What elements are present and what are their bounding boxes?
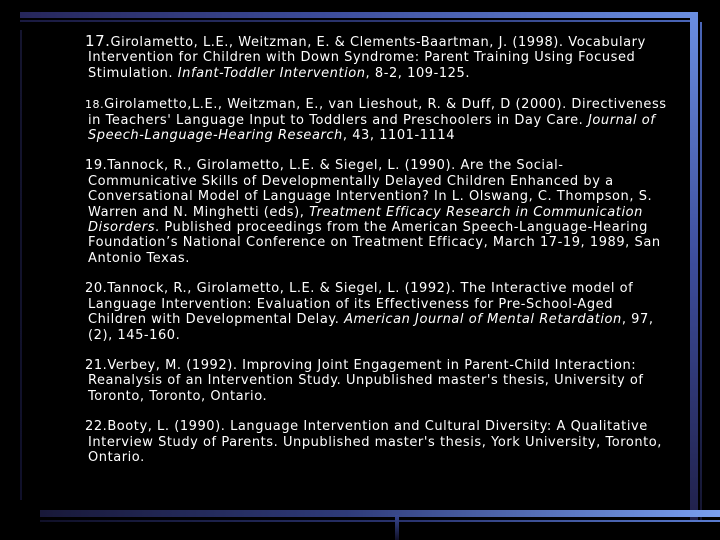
bottom-frame-stub: [395, 515, 399, 540]
reference-text: Girolametto, L.E., Weitzman, E. & Clements-Baartman, J. (1998). Vocabulary Intervention for Children with Down Syndrome: Parent Training Using Focused Stimulation.: [88, 35, 646, 81]
reference-number: 17.: [85, 32, 111, 50]
reference-source: Treatment Efficacy Research in Communication Disorders: [88, 204, 643, 236]
reference-text: Verbey, M. (1992). Improving Joint Engagement in Parent-Child Interaction: Reanalysis of an Intervention Study. Unpublished master's thesis, University of Toronto, Toronto, Ontario.: [88, 357, 644, 404]
reference-item: [85, 97, 668, 144]
reference-source: Journal of Speech-Language-Hearing Research: [88, 112, 656, 144]
reference-number: 19.: [85, 158, 108, 174]
reference-item: [85, 32, 668, 81]
reference-source: American Journal of Mental Retardation: [344, 312, 622, 328]
left-frame-line: [20, 30, 22, 500]
right-frame-line: [700, 22, 702, 522]
reference-text: Tannock, R., Girolametto, L.E. & Siegel, L. (1990). Are the Social-Communicative Skills of Developmentally Delayed Children Enhanced by a Conversational Model of Language Intervention? In L. Olswang, C. Thompson, S. Warren and N. Minghetti (eds),: [88, 158, 653, 220]
reference-number: 20.: [85, 281, 108, 297]
top-frame-bar: [20, 12, 692, 18]
reference-number: 18.: [85, 98, 105, 112]
bottom-frame-bar: [40, 510, 720, 517]
reference-details: , 43, 1101-1114: [342, 128, 456, 144]
reference-item: [85, 158, 668, 266]
reference-details: , 97, (2), 145-160.: [88, 312, 654, 343]
reference-item: [85, 281, 668, 343]
top-frame-line: [20, 20, 692, 22]
right-frame-bar: [690, 12, 698, 520]
reference-number: 22.: [85, 419, 108, 435]
reference-details: , 8-2, 109-125.: [365, 65, 471, 81]
reference-list: [85, 32, 668, 465]
reference-item: [85, 419, 668, 465]
reference-number: 21.: [85, 357, 108, 373]
reference-item: [85, 357, 668, 404]
reference-text: Booty, L. (1990). Language Intervention and Cultural Diversity: A Qualitative Interview Study of Parents. Unpublished master's thesis, York University, Toronto, Ontario.: [88, 419, 662, 465]
reference-details: . Published proceedings from the American Speech-Language-Hearing Foundation’s National Conference on Treatment Efficacy, March 17-19, 1989, San Antonio Texas.: [88, 220, 661, 266]
reference-text: Girolametto,L.E., Weitzman, E., van Lieshout, R. & Duff, D (2000). Directiveness in Teachers' Language Input to Toddlers and Preschoolers in Day Care.: [88, 97, 667, 128]
reference-text: Tannock, R., Girolametto, L.E. & Siegel, L. (1992). The Interactive model of Language Intervention: Evaluation of its Effectiveness for Pre-School-Aged Children with Developmental Delay.: [88, 281, 634, 328]
bottom-frame-line: [40, 520, 720, 522]
reference-source: Infant-Toddler Intervention: [177, 65, 366, 81]
